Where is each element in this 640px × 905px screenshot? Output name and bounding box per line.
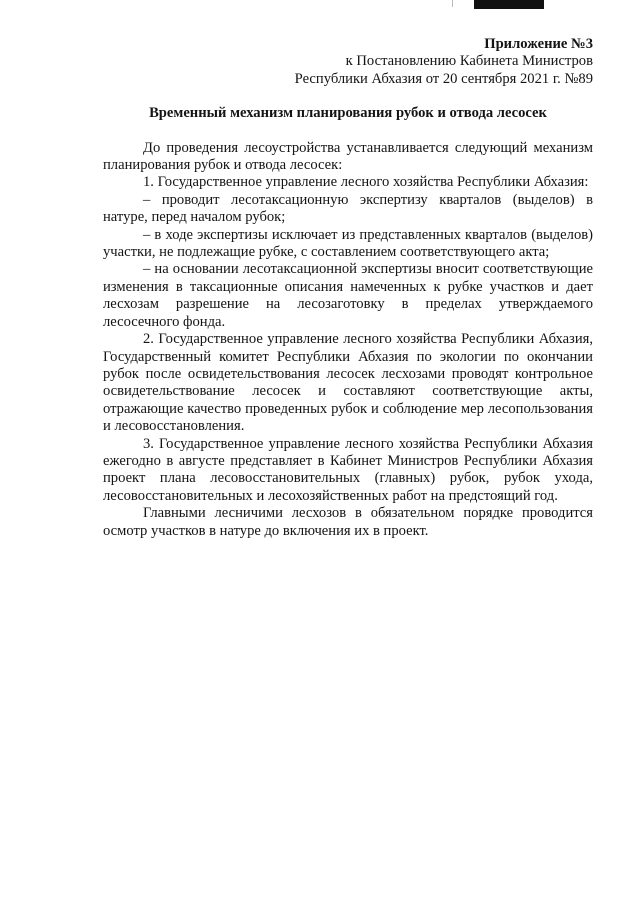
- document-page: [103, 32, 593, 540]
- scan-artifact-mark: [474, 0, 544, 9]
- scan-artifact-tick: [452, 0, 453, 7]
- appendix-reference-line: к Постановлению Кабинета Министров: [345, 53, 593, 70]
- paragraph-item-1-bullet-2: – в ходе экспертизы исключает из представленных кварталов (выделов) участки, не подлежащие рубке, с составлением соответствующего акта;: [103, 226, 593, 261]
- paragraph-item-1-bullet-1: – проводит лесотаксационную экспертизу кварталов (выделов) в натуре, перед началом рубок;: [103, 191, 593, 226]
- appendix-date-line: Республики Абхазия от 20 сентября 2021 г. №89: [294, 70, 593, 87]
- paragraph-intro: До проведения лесоустройства устанавливается следующий механизм планирования рубок и отвода лесосек:: [103, 139, 593, 174]
- paragraph-item-1-bullet-3: – на основании лесотаксационной экспертизы вносит соответствующие изменения в таксационные описания намеченных к рубке участков и дает лесхозам разрешение на лесозаготовку в пределах утверждаемого лесосечного фонда.: [103, 261, 593, 330]
- paragraph-closing: Главными лесничими лесхозов в обязательном порядке проводится осмотр участков в натуре до включения их в проект.: [103, 505, 593, 539]
- document-title: Временный механизм планирования рубок и отвода лесосек: [149, 105, 547, 122]
- appendix-title: Приложение №3: [484, 36, 593, 52]
- appendix-header: [103, 36, 593, 88]
- paragraph-item-1: 1. Государственное управление лесного хозяйства Республики Абхазия:: [143, 174, 589, 191]
- paragraph-item-2: 2. Государственное управление лесного хозяйства Республики Абхазия, Государственный комитет Республики Абхазия по экологии по окончании рубок после освидетельствования лесосек лесхозами проводят контрольное освидетельствование лесосек и составляют соответствующие акты, отражающие качество проведенных рубок и соблюдение мер лесопользования и лесовосстановления.: [103, 331, 593, 435]
- paragraph-item-3: 3. Государственное управление лесного хозяйства Республики Абхазия ежегодно в августе представляет в Кабинет Министров Республики Абхазия проект плана лесовосстановительных (главных) рубок, рубок ухода, лесовосстановительных и лесохозяйственных работ на предстоящий год.: [103, 435, 593, 504]
